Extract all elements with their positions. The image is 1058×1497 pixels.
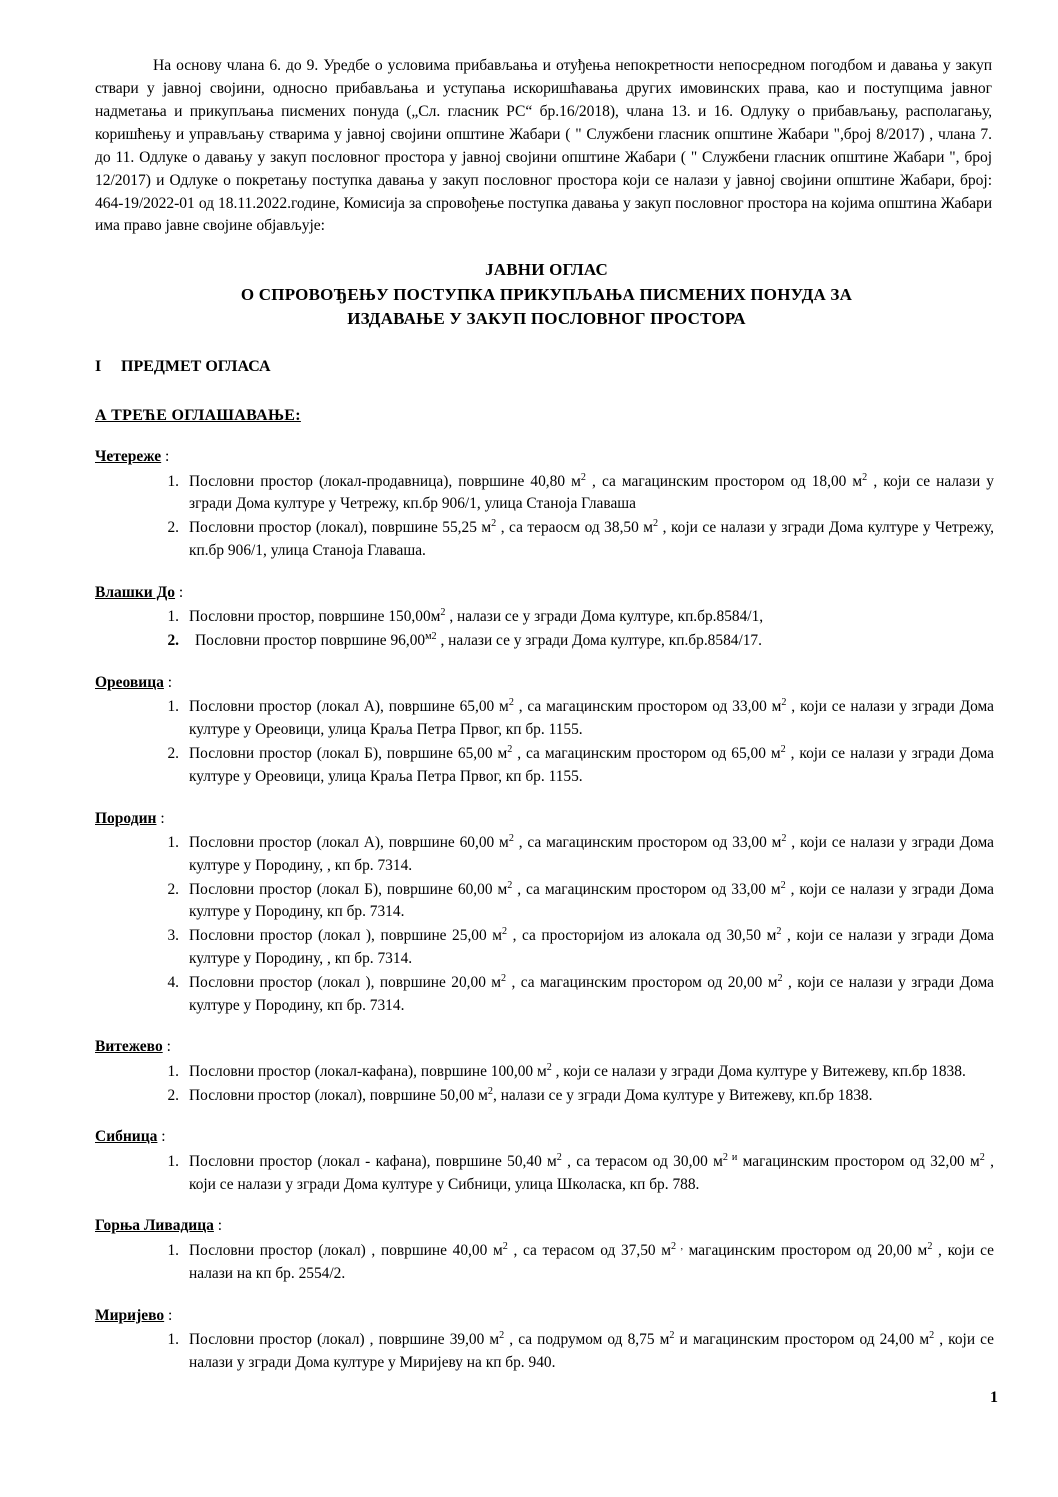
- property-text: Пословни простор (локал-продавница), површине 40,80 м: [189, 472, 581, 490]
- property-text: , са магацинским простором од 65,00 м: [512, 744, 781, 762]
- place-name: Ореовица: [95, 673, 164, 691]
- unit-superscript: 2: [507, 879, 513, 891]
- unit-superscript: 2: [580, 471, 586, 483]
- property-item: [153, 925, 998, 971]
- property-text: Пословни простор (локал-кафана), површине 100,00 м: [189, 1062, 547, 1080]
- property-item: [153, 879, 998, 925]
- property-text: , налази се у згради Дома културе, кп.бр.8584/17.: [436, 632, 762, 650]
- place-group: [95, 446, 998, 563]
- property-text: Пословни простор (локал А), површине 60,00 м: [189, 833, 509, 851]
- property-list: [95, 1151, 998, 1197]
- place-group: [95, 672, 998, 789]
- title-line-1: ЈАВНИ ОГЛАС: [485, 260, 608, 280]
- property-list: [95, 1329, 998, 1375]
- unit-superscript: 2: [440, 607, 446, 619]
- intro-paragraph: На основу члана 6. до 9. Уредбе о условима прибављања и отуђења непокретности непосредном погодбом и давања у закуп ствари у јавној својини, односно прибављања и уступања искоришћавања других имовинских права, као и поступцима јавног надметања и прикупљања писмених понуда („Сл. гласник РС“ бр.16/2018), члана 13. и 16. Одлуку о прибављању, располагању, коришћењу и управљању стварима у јавној својини општине Жабари ( " Службени гласник општине Жабари ",број 8/2017) , члана 7. до 11. Одлуке о давању у закуп пословног простора у јавној својини општине Жабари ( " Службени гласник општине Жабари ", број 12/2017) и Одлуке о покретању поступка давања у закуп пословног простора који се налази у јавној својини општине Жабари, број: 464-19/2022-01 од 18.11.2022.године, Комисија за спровођење поступка давања у закуп пословног простора на којима општина Жабари има право јавне својине објављује:: [95, 57, 992, 235]
- places-list: [95, 446, 998, 1374]
- property-text: Пословни простор (локал Б), површине 65,00 м: [189, 744, 508, 762]
- property-text: , са терасом од 37,50 м: [507, 1241, 672, 1259]
- property-item: [153, 972, 998, 1018]
- unit-superscript: м2: [425, 630, 437, 642]
- property-text: Пословни простор (локал) , површине 39,00 м: [189, 1331, 500, 1348]
- property-text: , налази се у згради Дома културе, кп.бр.8584/1,: [445, 608, 764, 626]
- unit-superscript: 2: [780, 879, 786, 891]
- place-group: [95, 1126, 998, 1196]
- property-text: , са подрумом од 8,75 м: [504, 1331, 670, 1348]
- page-number: 1: [990, 1388, 998, 1406]
- property-text: Пословни простор (локал - кафана), површине 50,40 м: [189, 1152, 557, 1170]
- property-item: [153, 471, 998, 517]
- property-text: , који се налази у згради Дома културе у Сибници, улица Школаска, кп бр. 788.: [189, 1152, 994, 1193]
- place-colon: :: [162, 1038, 171, 1056]
- place-heading: [95, 1126, 998, 1148]
- place-group: [95, 808, 998, 1018]
- unit-superscript: 2: [499, 1329, 505, 1341]
- property-text: , са терасом од 30,00 м: [561, 1152, 723, 1170]
- property-text: , са тераосм од 38,50 м: [496, 519, 654, 537]
- place-colon: :: [213, 1217, 223, 1235]
- property-text: , са магацинским простором од 33,00 м: [513, 833, 782, 851]
- property-item: [153, 630, 998, 653]
- unit-superscript: 2: [491, 518, 497, 530]
- property-text: , који се налази у згради Дома културе у Породину, , кп бр. 7314.: [189, 833, 994, 874]
- property-item: [153, 1329, 998, 1375]
- unit-superscript: 2 ,: [671, 1240, 683, 1252]
- property-text: , који се налази у згради Дома културе у Ореовици, улица Краља Петра Првог, кп бр. 1155.: [189, 744, 994, 785]
- property-text: , који се налази у згради Дома културе у Миријеву на кп бр. 940.: [189, 1331, 994, 1371]
- property-text: Пословни простор (локал ), површине 25,00 м: [189, 927, 502, 945]
- property-text: Пословни простор (локал А), површине 65,00 м: [189, 698, 509, 716]
- property-text: магацинским простором од 20,00 м: [683, 1241, 928, 1259]
- place-colon: :: [161, 448, 170, 466]
- place-colon: :: [164, 1306, 173, 1324]
- unit-superscript: 2: [508, 832, 514, 844]
- property-item: [153, 1061, 998, 1084]
- unit-superscript: 2: [776, 926, 782, 938]
- title-line-2: О СПРОВОЂЕЊУ ПОСТУПКА ПРИКУПЉАЊА ПИСМЕНИХ ПОНУДА ЗА: [240, 284, 853, 304]
- place-group: [95, 1215, 998, 1285]
- place-heading: [95, 1215, 998, 1237]
- place-heading: [95, 582, 998, 604]
- property-list: [95, 832, 998, 1017]
- title-line-3: ИЗДАВАЊЕ У ЗАКУП ПОСЛОВНОГ ПРОСТОРА: [347, 308, 746, 328]
- place-colon: :: [163, 673, 173, 691]
- place-colon: :: [175, 583, 184, 601]
- place-name: Четереже: [95, 448, 162, 466]
- place-heading: [95, 1305, 998, 1327]
- unit-superscript: 2: [781, 697, 787, 709]
- unit-superscript: 2: [556, 1151, 562, 1163]
- property-list: [95, 696, 998, 788]
- property-text: , налази се у згради Дома културе у Витежеву, кп.бр 1838.: [493, 1086, 873, 1104]
- property-text: Пословни простор, површине 150,00м: [189, 608, 441, 626]
- property-text: , који се налази у згради Дома културе у Породину, кп бр. 7314.: [189, 880, 994, 921]
- property-text: , који се налази на кп бр. 2554/2.: [189, 1241, 995, 1282]
- property-text: и магацинским простором од 24,00 м: [674, 1331, 930, 1348]
- section-roman-numeral: I: [95, 357, 102, 375]
- unit-superscript: 2: [781, 832, 787, 844]
- property-item: [153, 1151, 998, 1197]
- place-heading: [95, 808, 998, 830]
- property-text: Пословни простор (локал) , површине 40,00 м: [189, 1241, 503, 1259]
- place-name: Породин: [95, 809, 157, 827]
- property-text: , са магацинским простором од 33,00 м: [512, 880, 781, 898]
- unit-superscript: 2: [780, 743, 786, 755]
- unit-superscript: 2: [546, 1061, 552, 1073]
- place-name: Миријево: [95, 1306, 165, 1324]
- unit-superscript: 2: [508, 697, 514, 709]
- property-text: , са магацинским простором од 18,00 м: [585, 472, 863, 490]
- unit-superscript: 2: [669, 1329, 675, 1341]
- unit-superscript: 2: [777, 972, 783, 984]
- property-list: [95, 606, 998, 653]
- unit-superscript: 2: [929, 1329, 935, 1341]
- property-list: [95, 471, 998, 563]
- unit-superscript: 2: [862, 471, 868, 483]
- unit-superscript: 2: [502, 1240, 508, 1252]
- unit-superscript: 2: [653, 518, 659, 530]
- place-colon: :: [157, 1128, 166, 1146]
- place-colon: :: [156, 809, 165, 827]
- unit-superscript: 2: [501, 926, 508, 938]
- property-text: , са магацинским простором од 20,00 м: [506, 973, 778, 991]
- property-text: Пословни простор површине 96,00: [195, 632, 426, 650]
- property-item: [153, 1085, 998, 1108]
- property-text: Пословни простор (локал Б), површине 60,00 м: [189, 880, 508, 898]
- unit-superscript: 2: [927, 1240, 933, 1252]
- property-item: [153, 832, 998, 878]
- place-name: Витежево: [95, 1038, 163, 1056]
- unit-superscript: 2: [979, 1151, 985, 1163]
- property-text: , са магацинским простором од 33,00 м: [513, 698, 782, 716]
- section-heading: [95, 355, 998, 378]
- place-name: Сибница: [95, 1128, 158, 1146]
- property-list: [95, 1240, 998, 1286]
- place-group: [95, 1305, 998, 1375]
- section-heading-label: ПРЕДМЕТ ОГЛАСА: [121, 357, 271, 375]
- place-group: [95, 582, 998, 653]
- property-item: [153, 1240, 998, 1286]
- property-item: [153, 743, 998, 789]
- place-heading: [95, 446, 998, 468]
- property-text: , који се налази у згради Дома културе у Четрежу, кп.бр 906/1, улица Станоја Главаша: [189, 472, 994, 513]
- place-name: Влашки До: [95, 583, 176, 601]
- place-heading: [95, 1036, 998, 1058]
- unit-superscript: 2: [501, 972, 507, 984]
- property-list: [95, 1061, 998, 1108]
- property-item: [153, 696, 998, 742]
- property-text: , који се налази у згради Дома културе у Породину, кп бр. 7314.: [189, 973, 994, 1014]
- place-name: Горња Ливадица: [95, 1217, 214, 1235]
- property-text: , са просторијом из алокала од 30,50 м: [507, 927, 777, 945]
- place-heading: [95, 672, 998, 694]
- property-item: [153, 517, 998, 563]
- property-item: [153, 606, 998, 629]
- announcement-title: [95, 258, 998, 330]
- property-text: Пословни простор (локал), површине 55,25 м: [189, 519, 492, 537]
- property-text: Пословни простор (локал), површине 50,00 м: [189, 1086, 488, 1104]
- property-text: , који се налази у згради Дома културе у Витежеву, кп.бр 1838.: [551, 1062, 966, 1080]
- subsection-heading: А ТРЕЋЕ ОГЛАШАВАЊЕ:: [95, 406, 301, 424]
- property-text: , који се налази у згради Дома културе у Ореовици, улица Краља Петра Првог, кп бр. 1155.: [189, 698, 994, 739]
- place-group: [95, 1036, 998, 1107]
- unit-superscript: 2 и: [722, 1151, 738, 1163]
- unit-superscript: 2: [507, 743, 513, 755]
- property-text: , који се налази у згради Дома културе у Породину, , кп бр. 7314.: [189, 927, 995, 967]
- unit-superscript: 2: [487, 1085, 493, 1097]
- property-text: Пословни простор (локал ), површине 20,00 м: [189, 973, 502, 991]
- property-text: , који се налази у згради Дома културе у Четрежу, кп.бр 906/1, улица Станоја Главаша.: [189, 519, 995, 559]
- property-text: магацинским простором од 32,00 м: [737, 1152, 980, 1170]
